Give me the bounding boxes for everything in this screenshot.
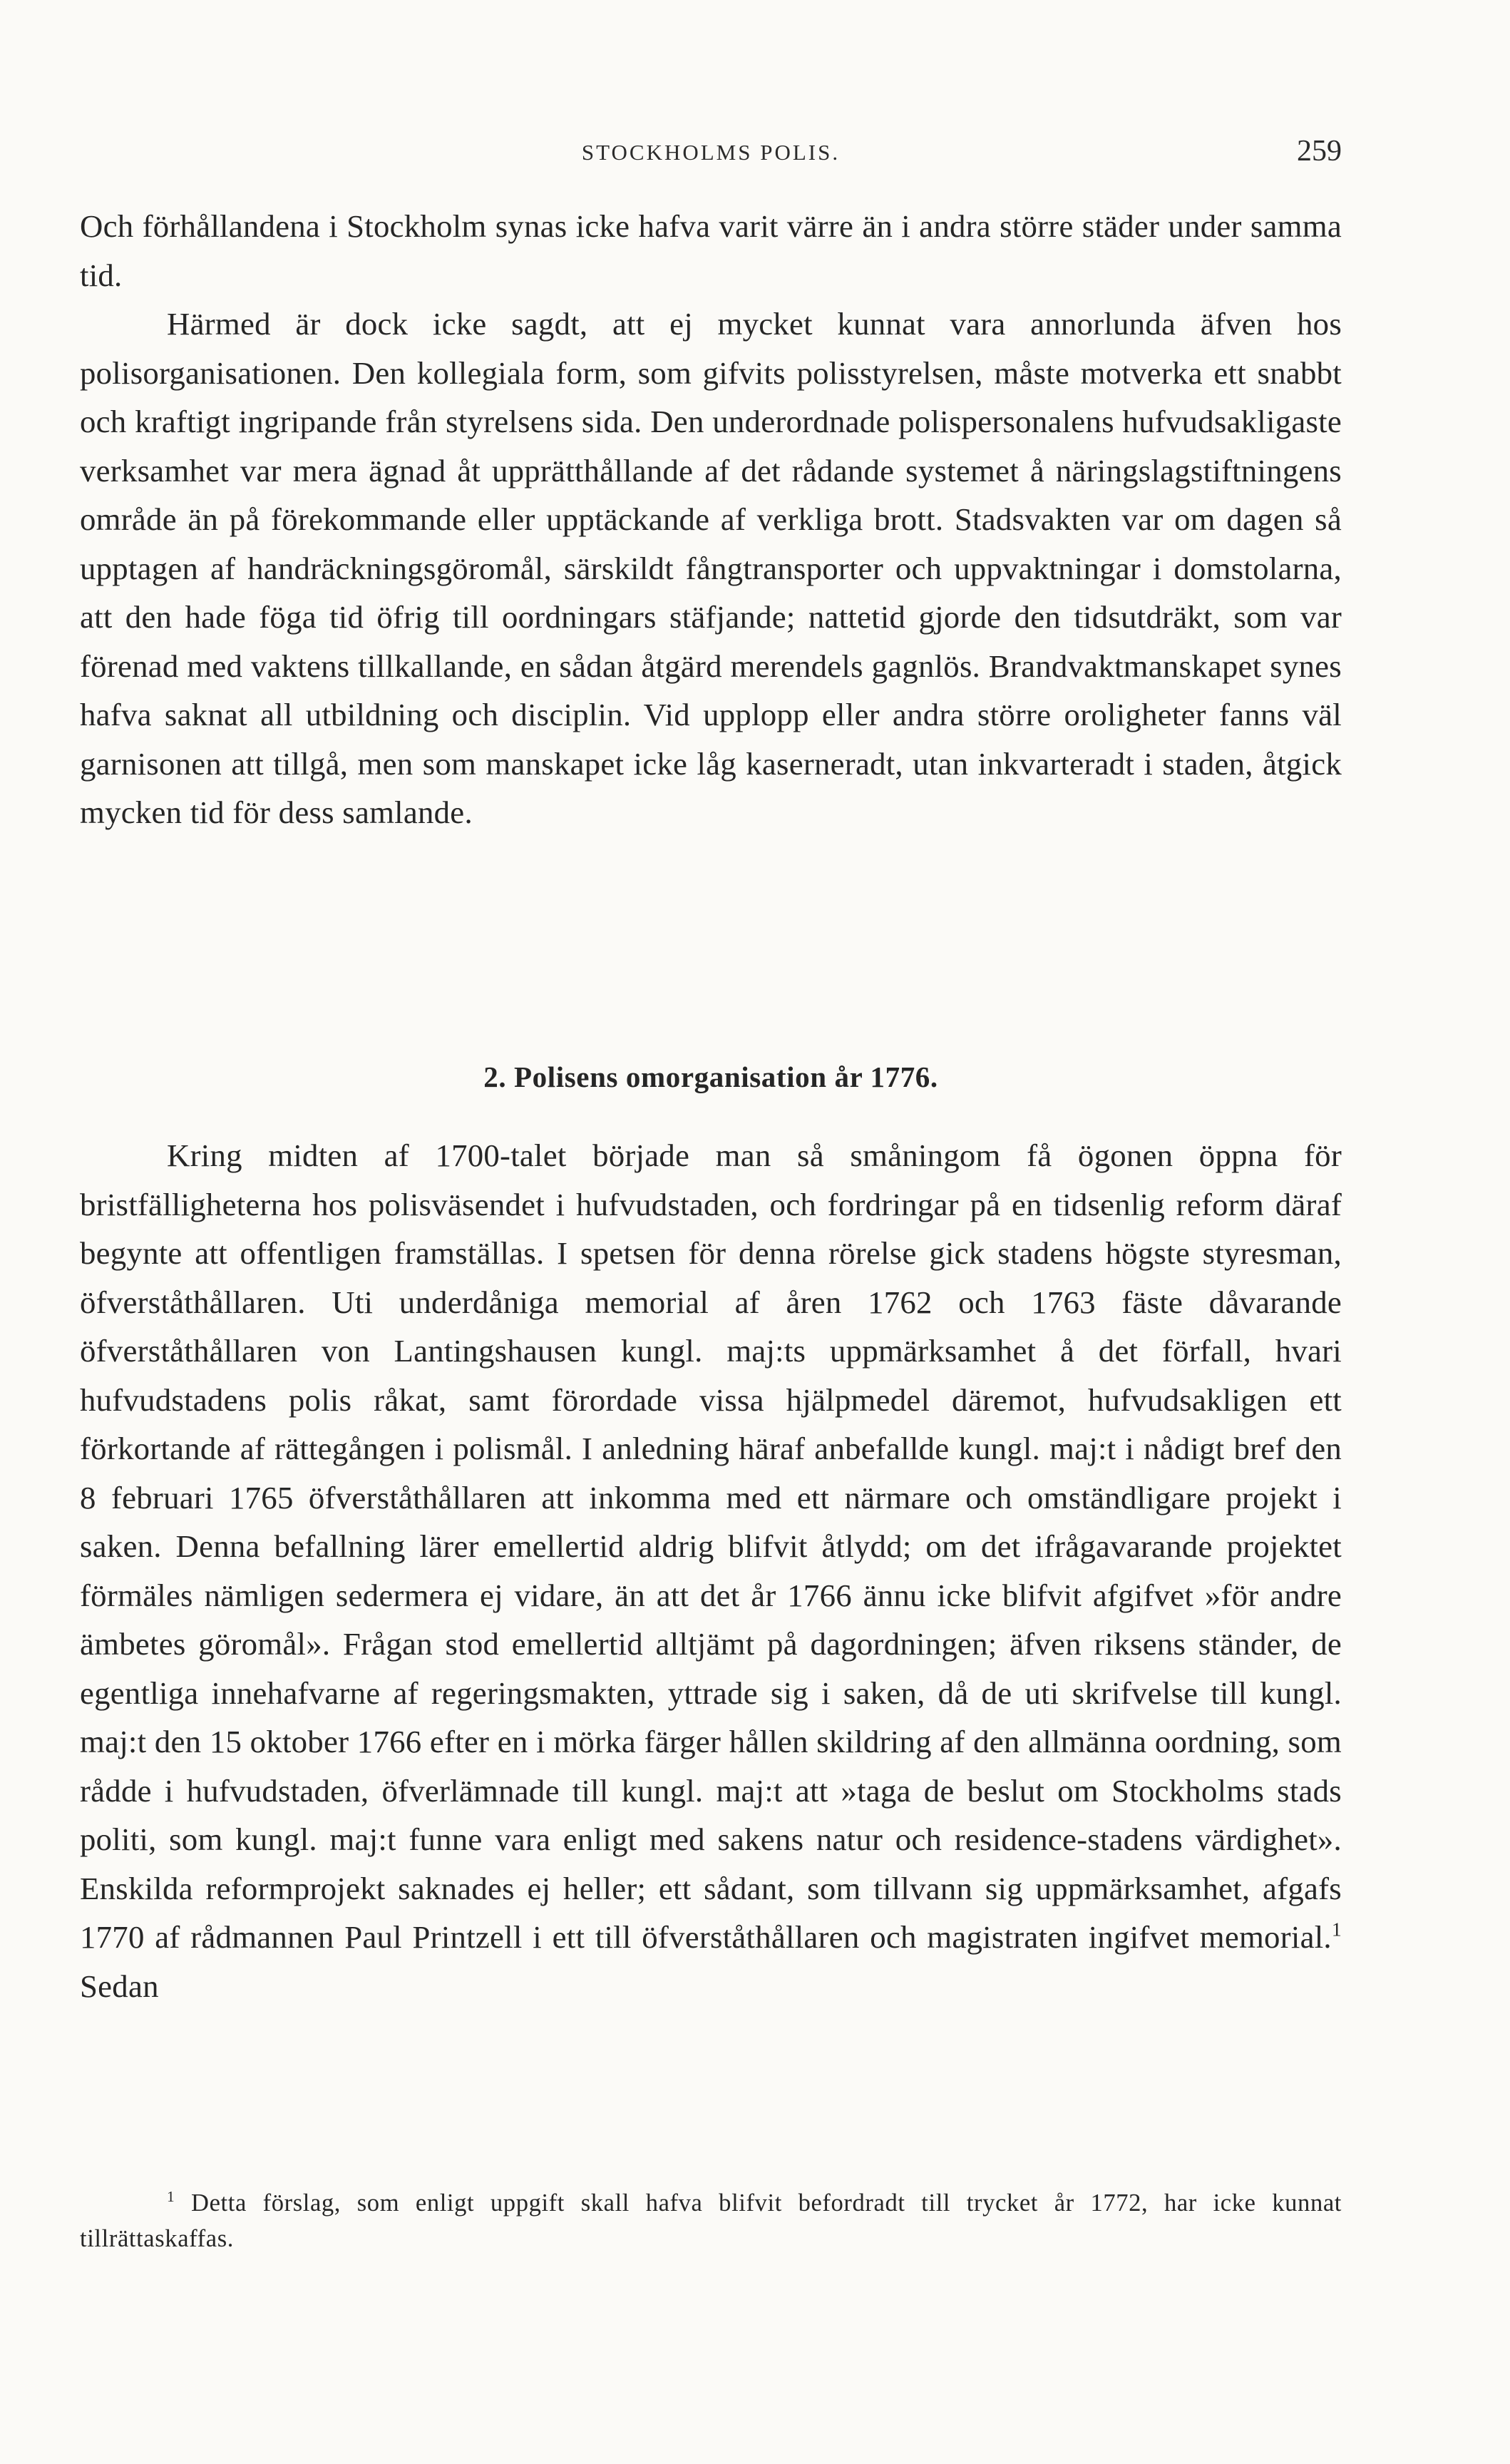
paragraph-continuation: Och förhållandena i Stockholm synas icke hafva varit värre än i andra större städer under samma tid. — [80, 208, 1342, 293]
paragraph-reform — [80, 1131, 1342, 2010]
footnote-reference: 1 — [1331, 1918, 1342, 1941]
footnote-marker: 1 — [167, 2188, 175, 2206]
paragraph-organisation: Härmed är dock icke sagdt, att ej mycket kunnat vara annorlunda äfven hos polisorganisationen. Den kollegiala form, som gifvits polisstyrelsen, måste motverka ett snabbt och kraftigt ingripande från styrelsens sida. Den underordnade polispersonalens hufvudsakligaste verksamhet var mera ägnad åt upprätthållande af det rådande systemet å näringslagstiftningens område än på förekommande eller upptäckande af verkliga brott. Stadsvakten var om dagen så upptagen af handräckningsgöromål, särskildt fångtransporter och uppvaktningar i domstolarna, att den hade föga tid öfrig till oordningars stäfjande; nattetid gjorde den tidsutdräkt, som var förenad med vaktens tillkallande, en sådan åtgärd merendels gagnlös. Brandvaktmanskapet synes hafva saknat all utbildning och disciplin. Vid upplopp eller andra större oroligheter fanns väl garnisonen att tillgå, men som manskapet icke låg kaserneradt, utan inkvarteradt i staden, åtgick mycken tid för dess samlande. — [80, 306, 1342, 830]
footnote-text: Detta förslag, som enligt uppgift skall hafva blifvit befordradt till trycket år 1772, har icke kunnat tillrättaskaffas. — [80, 2189, 1342, 2252]
paragraph-reform-text: Kring midten af 1700-talet började man så småningom få ögonen öppna för bristfälligheterna hos polisväsendet i hufvudstaden, och fordringar på en tidsenlig reform däraf begynte att offentligen framställas. I spetsen för denna rörelse gick stadens högste styresman, öfverståthållaren. Uti underdåniga memorial af åren 1762 och 1763 fäste dåvarande öfverståthållaren von Lantingshausen kungl. maj:ts uppmärksamhet å det förfall, hvari hufvudstadens polis råkat, samt förordade vissa hjälpmedel däremot, hufvudsakligen ett förkortande af rättegången i polismål. I anledning häraf anbefallde kungl. maj:t i nådigt bref den 8 februari 1765 öfverståthållaren att inkomma med ett närmare och omständligare projekt i saken. Denna befallning lärer emellertid aldrig blifvit åtlydd; om det ifrågavarande projektet förmäles nämligen sedermera ej vidare, än att det år 1766 ännu icke blifvit afgifvet »för andre ämbetes göromål». Frågan stod emellertid alltjämt på dagordningen; äfven riksens ständer, de egentliga innehafvarne af regeringsmakten, yttrade sig i saken, då de uti skrifvelse till kungl. maj:t den 15 oktober 1766 efter en i mörka färger hållen skildring af den allmänna oordning, som rådde i hufvudstaden, öfverlämnade till kungl. maj:t att »taga de beslut om Stockholms stads politi, som kungl. maj:t funne vara enligt med sakens natur och residence-stadens värdighet». Enskilda reformprojekt saknades ej heller; ett sådant, som tillvann sig uppmärksamhet, afgafs 1770 af rådmannen Paul Printzell i ett till öfverståthållaren och magistraten ingifvet memorial. — [80, 1138, 1342, 1955]
running-title: STOCKHOLMS POLIS. — [581, 140, 841, 165]
running-head — [80, 135, 1342, 175]
footnote — [80, 2185, 1342, 2256]
section-heading: 2. Polisens omorganisation år 1776. — [483, 1060, 938, 1093]
page-number: 259 — [1297, 135, 1342, 168]
paragraph-reform-tail: Sedan — [80, 1968, 159, 2004]
